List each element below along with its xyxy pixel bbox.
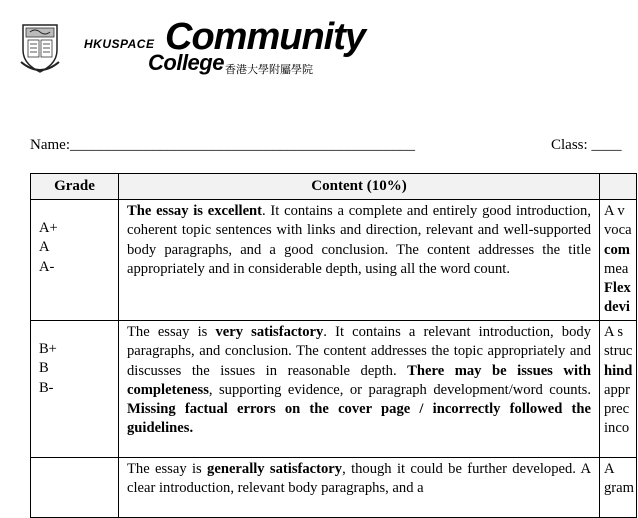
clipped-text: com — [604, 241, 630, 258]
emphasized-text: generally satisfactory — [207, 461, 343, 477]
logo-hkuspace: HKUSPACE — [84, 37, 155, 51]
criteria-text: The essay is — [127, 324, 216, 340]
class-blank[interactable]: ____ — [591, 137, 622, 153]
content-criteria-cell — [119, 321, 600, 458]
clipped-text: A s — [604, 324, 624, 340]
content-criteria-cell — [119, 200, 600, 321]
clipped-text: A — [604, 461, 615, 477]
criteria-text: . It contains a complete and entirely good introduction, coherent topic sentences with links and direction, relevant and well-supported body paragraphs, and a good conclusion. The content addresses the title appropriately and in considerable depth, using all the word count. — [127, 203, 591, 277]
grade-cell — [31, 458, 119, 518]
emphasized-text: Missing factual errors on the cover page / incorrectly followed the guidelines. — [127, 401, 591, 437]
criteria-text: , though it could be further developed. A clear introduction, relevant body paragraphs, and a — [127, 461, 591, 497]
header-grade: Grade — [31, 174, 119, 200]
table-row — [31, 321, 637, 458]
third-column-cell — [600, 200, 637, 321]
clipped-text: inco — [604, 420, 630, 437]
university-crest-icon — [20, 22, 60, 74]
emphasized-text: The essay is excellent — [127, 203, 263, 219]
criteria-text: . It contains a relevant introduction, body paragraphs, and conclusion. The content addresses the topic appropriately and discusses the issues in reasonable depth. — [127, 324, 591, 379]
name-field[interactable] — [30, 137, 415, 154]
grade-cell — [31, 200, 119, 321]
third-column-cell — [600, 458, 637, 518]
clipped-text: devi — [604, 299, 630, 316]
clipped-text: prec — [604, 401, 630, 418]
table-row — [31, 200, 637, 321]
header-content: Content (10%) — [119, 174, 600, 200]
grade-cell — [31, 321, 119, 458]
clipped-text: gram — [604, 480, 634, 497]
criteria-text: The essay is — [127, 461, 208, 477]
name-blank[interactable]: ______________________________________________ — [69, 137, 415, 153]
clipped-text: voca — [604, 222, 632, 239]
clipped-text: Flex — [604, 280, 631, 297]
emphasized-text: very satisfactory — [215, 324, 324, 340]
clipped-text: struc — [604, 343, 633, 360]
logo-community: Community — [165, 16, 365, 58]
grade-label: A — [39, 239, 50, 256]
criteria-text: , supporting evidence, or paragraph development/word counts. — [208, 381, 591, 398]
grade-label: A- — [39, 258, 55, 275]
name-label: Name: — [30, 137, 70, 153]
grade-label: B — [39, 360, 49, 377]
class-label: Class: — [551, 137, 588, 153]
clipped-text: A v — [604, 203, 625, 219]
grade-label: B+ — [39, 341, 57, 357]
table-row — [31, 458, 637, 518]
clipped-text: mea — [604, 260, 629, 277]
grade-label: B- — [39, 379, 54, 396]
clipped-text: appr — [604, 381, 630, 398]
grade-label: A+ — [39, 220, 58, 236]
class-field[interactable] — [551, 137, 621, 154]
header-third — [600, 174, 637, 200]
clipped-text: hind — [604, 362, 633, 379]
table-header-row — [31, 174, 637, 200]
third-column-cell — [600, 321, 637, 458]
college-logo — [20, 16, 380, 78]
content-criteria-cell — [119, 458, 600, 518]
logo-college: College — [148, 50, 224, 75]
emphasized-text: There may be issues with completeness — [127, 362, 591, 398]
grading-rubric-table — [30, 173, 637, 518]
logo-chinese-name: 香港大學附屬學院 — [225, 63, 313, 76]
